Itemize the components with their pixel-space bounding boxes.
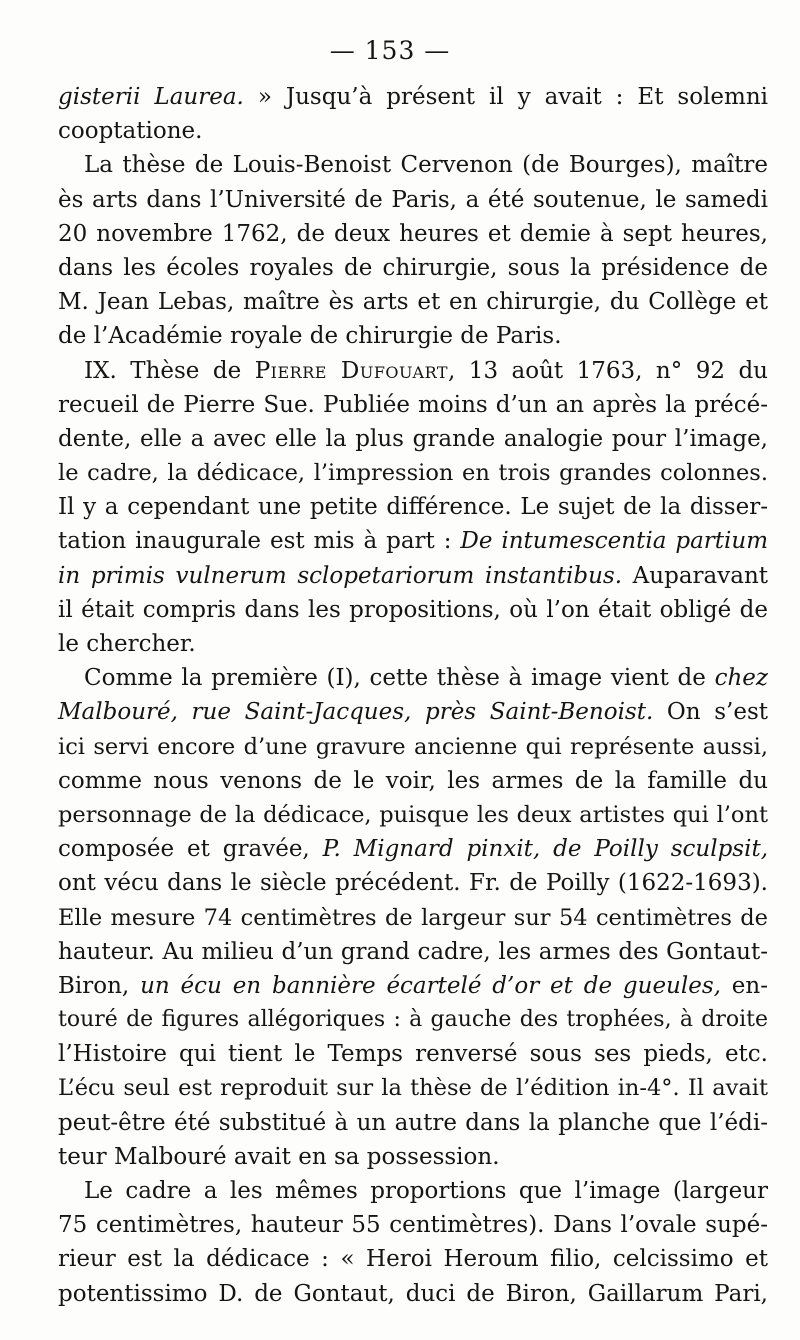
text-line <box>58 456 768 490</box>
text-run: ont vécu dans le siècle précédent. Fr. de Poilly (1622-1693). <box>58 870 768 897</box>
text-run: L’écu seul est reproduit sur la thèse de l’édition in-4°. Il avait <box>58 1075 768 1102</box>
text-run: ès arts dans l’Université de Paris, a été soutenue, le samedi <box>58 186 768 213</box>
italic-text: gisterii Laurea. <box>58 84 244 110</box>
text-line <box>58 798 768 832</box>
text-line <box>58 593 768 627</box>
text-run: Auparavant <box>622 562 768 589</box>
text-line <box>58 832 768 866</box>
text-run: 75 centimètres, hauteur 55 centimètres). Dans l’ovale supé- <box>58 1212 768 1239</box>
text-run: en- <box>720 972 768 999</box>
text-line <box>58 524 768 558</box>
text-run: il était compris dans les propositions, où l’on était obligé de <box>58 596 768 623</box>
text-line <box>58 1277 768 1311</box>
text-run: personnage de la dédicace, puisque les deux artistes qui l’ont <box>58 801 768 828</box>
text-line <box>58 148 768 182</box>
text-line <box>58 627 768 661</box>
text-line <box>58 114 768 148</box>
page-number: — 153 — <box>329 36 451 65</box>
text-run: teur Malbouré avait en sa possession. <box>58 1143 500 1170</box>
small-caps-name: Pierre Dufouart <box>254 357 449 384</box>
text-run: l’Histoire qui tient le Temps renversé sous ses pieds, etc. <box>58 1041 768 1068</box>
text-run: le chercher. <box>58 631 196 657</box>
text-run: dans les écoles royales de chirurgie, sous la présidence de <box>58 254 768 281</box>
text-run: cooptatione. <box>58 118 203 145</box>
text-line <box>58 1003 768 1037</box>
text-line <box>58 285 768 319</box>
text-run: dente, elle a avec elle la plus grande analogie pour l’image, <box>58 425 768 452</box>
text-run: Biron, <box>58 972 141 999</box>
text-run: » Jusqu’à présent il y avait : Et solemni <box>243 84 769 110</box>
text-run: hauteur. Au milieu d’un grand cadre, les armes des Gontaut- <box>58 938 768 965</box>
text-line <box>58 1037 768 1071</box>
text-line <box>58 319 768 353</box>
text-run: rieur est la dédicace : « Heroi Heroum filio, celcissimo et <box>58 1246 768 1273</box>
text-run: Le cadre a les mêmes proportions que l’image (largeur <box>84 1178 768 1204</box>
text-line <box>58 969 768 1003</box>
text-run: M. Jean Lebas, maître ès arts et en chirurgie, du Collège et <box>58 289 768 316</box>
text-run: comme nous venons de le voir, les armes de la famille du <box>58 767 768 794</box>
text-run: , 13 août 1763, n° 92 du <box>448 357 768 384</box>
text-run: Il y a cependant une petite différence. Le sujet de la disser- <box>58 494 768 521</box>
text-line <box>58 730 768 764</box>
text-line <box>58 764 768 798</box>
italic-text: in primis vulnerum sclopetariorum instantibus. <box>58 562 623 589</box>
text-line <box>58 866 768 900</box>
text-run: potentissimo D. de Gontaut, duci de Biron, Gaillarum Pari, <box>58 1280 768 1307</box>
text-line <box>58 217 768 251</box>
text-run: 20 novembre 1762, de deux heures et demie à sept heures, <box>58 220 768 247</box>
body-text <box>58 80 768 1311</box>
italic-text: un écu en bannière écartelé d’or et de gueules, <box>140 972 721 999</box>
text-line <box>58 661 768 695</box>
text-run: IX. Thèse de <box>84 357 255 384</box>
italic-text: chez <box>714 665 768 692</box>
text-line <box>58 422 768 456</box>
text-line <box>58 183 768 217</box>
text-run: touré de figures allégoriques : à gauche des trophées, à droite <box>58 1007 768 1033</box>
text-line <box>58 695 768 729</box>
italic-text: De intumescentia partium <box>460 528 768 555</box>
text-line <box>58 1071 768 1105</box>
italic-text: Malbouré, rue Saint-Jacques, près Saint-Benoist. <box>58 699 654 726</box>
text-line <box>58 559 768 593</box>
text-line <box>58 490 768 524</box>
text-run: La thèse de Louis-Benoist Cervenon (de Bourges), maître <box>84 152 768 179</box>
text-run: Comme la première (I), cette thèse à image vient de <box>84 665 715 692</box>
text-run: On s’est <box>653 699 769 726</box>
text-run: recueil de Pierre Sue. Publiée moins d’un an après la précé- <box>58 391 768 418</box>
text-line <box>58 251 768 285</box>
text-line <box>58 388 768 422</box>
text-line <box>58 354 768 388</box>
text-run: de l’Académie royale de chirurgie de Paris. <box>58 323 562 350</box>
italic-text: P. Mignard pinxit, de Poilly sculpsit, <box>322 836 768 863</box>
text-line <box>58 80 768 114</box>
text-line <box>58 935 768 969</box>
text-line <box>58 901 768 935</box>
text-line <box>58 1242 768 1276</box>
text-line <box>58 1174 768 1208</box>
text-run: le cadre, la dédicace, l’impression en trois grandes colonnes. <box>58 460 768 487</box>
text-run: Elle mesure 74 centimètres de largeur sur 54 centimètres de <box>58 904 768 931</box>
text-run: peut-être été substitué à un autre dans la planche que l’édi- <box>58 1109 768 1136</box>
text-run: ici servi encore d’une gravure ancienne qui représente aussi, <box>58 733 768 760</box>
text-run: tation inaugurale est mis à part : <box>58 528 461 555</box>
text-line <box>58 1140 768 1174</box>
text-line <box>58 1106 768 1140</box>
text-run: composée et gravée, <box>58 836 323 863</box>
text-line <box>58 1208 768 1242</box>
